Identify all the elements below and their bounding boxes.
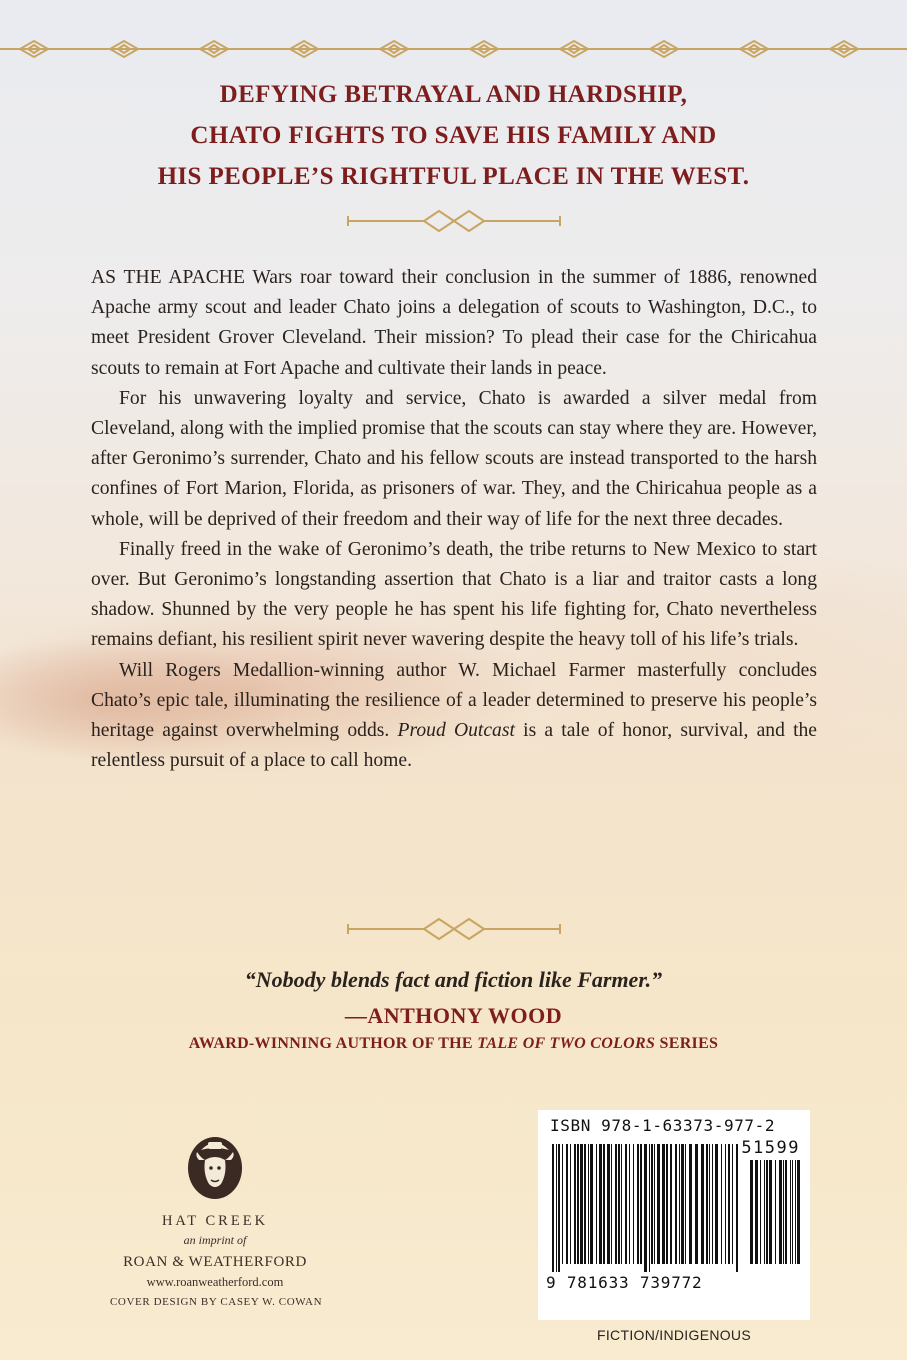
isbn-number: ISBN 978-1-63373-977-2: [550, 1116, 776, 1135]
barcode-bar: [615, 1144, 617, 1264]
barcode-bar: [755, 1160, 758, 1264]
blurb-p4-start: Will Rogers Medallion-winning author W. Michael Farmer masterfully concludes Chato’s epic tale, illuminating the resilience of a leader determined to preserve his people’s heritage against overwhelming odds.: [91, 659, 817, 742]
barcode-bar: [651, 1144, 653, 1264]
barcode-bar: [701, 1144, 704, 1264]
barcode-bar: [766, 1160, 768, 1264]
decorative-border-top: [0, 38, 907, 60]
ean-barcode-bars: [552, 1144, 742, 1272]
hat-creek-bison-logo: [187, 1130, 243, 1200]
barcode-bar: [675, 1144, 677, 1264]
blurb-paragraph-3: Finally freed in the wake of Geronimo’s death, the tribe returns to New Mexico to start over. But Geronimo’s longstanding assertion that Chato is a liar and traitor casts a long shadow. Shunned by the very people he has spent his life fighting for, Chato nevertheless remains defiant, his resilient spirit never wavering despite the heavy toll of his life’s trials.: [91, 538, 817, 651]
price-code: 51599: [741, 1138, 800, 1158]
barcode-bar: [621, 1144, 622, 1264]
genre-category: FICTION/INDIGENOUS: [597, 1327, 751, 1343]
credit-start: AWARD-WINNING AUTHOR OF THE: [188, 1035, 478, 1052]
barcode-bar: [712, 1144, 713, 1264]
barcode-bar: [750, 1160, 753, 1264]
book-title: Proud Outcast: [397, 720, 515, 742]
headline-line-1: DEFYING BETRAYAL AND HARDSHIP,: [219, 81, 688, 108]
barcode-bar: [640, 1144, 642, 1264]
endorsement-credit: [0, 1035, 907, 1053]
barcode-bar: [725, 1144, 726, 1264]
barcode-bar: [666, 1144, 668, 1264]
publisher-block: [110, 1130, 323, 1308]
credit-end: SERIES: [655, 1035, 719, 1052]
barcode-bar: [706, 1144, 708, 1264]
barcode-bar: [644, 1144, 647, 1272]
barcode-bar: [618, 1144, 620, 1264]
blurb-p4-end: is a tale of honor, survival, and the relentless pursuit of a place to call home.: [91, 720, 818, 772]
barcode-bar: [566, 1144, 568, 1264]
barcode-bar: [558, 1144, 560, 1272]
barcode-bar: [562, 1144, 563, 1264]
barcode-bar: [633, 1144, 634, 1264]
barcode-bar: [603, 1144, 605, 1264]
barcode-bar: [732, 1144, 733, 1264]
blurb-paragraph-4: [91, 656, 817, 777]
barcode-bar: [590, 1144, 593, 1264]
barcode-bar: [695, 1144, 698, 1264]
blurb-paragraph-1: AS THE APACHE Wars roar toward their conclusion in the summer of 1886, renowned Apache army scout and leader Chato joins a delegation of scouts to Washington, D.C., to meet President Grover Cleveland. Their mission? To plead their case for the Chiricahua scouts to remain at Fort Apache and cultivate their lands in peace.: [91, 267, 817, 379]
barcode-bar: [657, 1144, 660, 1264]
cover-design-credit: COVER DESIGN BY CASEY W. COWAN: [110, 1296, 323, 1308]
barcode-bar: [649, 1144, 650, 1272]
barcode-bar: [790, 1160, 791, 1264]
barcode-bar: [588, 1144, 589, 1264]
barcode-bar: [577, 1144, 579, 1264]
barcode-bar: [662, 1144, 665, 1264]
barcode-bar: [629, 1144, 630, 1264]
barcode-bar: [607, 1144, 610, 1264]
barcode-bar: [580, 1144, 583, 1264]
barcode-bar: [736, 1144, 738, 1272]
barcode-bar: [760, 1160, 761, 1264]
barcode-bar: [715, 1144, 718, 1264]
barcode-bar: [625, 1144, 627, 1264]
endorsement-quote: “Nobody blends fact and fiction like Farmer.”: [244, 967, 663, 992]
barcode-bar: [584, 1144, 586, 1264]
publisher-parent: ROAN & WEATHERFORD: [123, 1254, 307, 1270]
barcode-bar: [779, 1160, 782, 1264]
barcode-bar: [689, 1144, 692, 1264]
barcode-bar: [709, 1144, 710, 1264]
barcode-bar: [552, 1144, 554, 1272]
publisher-imprint: an imprint of: [183, 1233, 247, 1247]
barcode-bar: [797, 1160, 800, 1264]
addon-barcode-bars: [750, 1160, 800, 1272]
barcode-bar: [599, 1144, 602, 1264]
isbn-barcode: [538, 1110, 810, 1320]
headline-line-2: CHATO FIGHTS TO SAVE HIS FAMILY AND: [190, 122, 717, 149]
barcode-bar: [670, 1144, 672, 1264]
barcode-bar: [721, 1144, 722, 1264]
endorsement: [0, 967, 907, 1053]
ean-digits: 9 781633 739772: [546, 1273, 703, 1292]
publisher-name: HAT CREEK: [161, 1213, 269, 1229]
barcode-bar: [596, 1144, 597, 1264]
ornament-divider-bottom: [344, 916, 564, 942]
barcode-bar: [681, 1144, 684, 1264]
barcode-bar: [679, 1144, 680, 1264]
blurb-paragraph-2: For his unwavering loyalty and service, Chato is awarded a silver medal from Cleveland, along with the implied promise that the scouts can stay where they are. However, after Geronimo’s surrender, Chato and his fellow scouts are instead transported to the harsh confines of Fort Marion, Florida, as prisoners of war. They, and the Chiricahua people as a whole, will be deprived of their freedom and their way of life for the next three decades.: [91, 387, 817, 530]
barcode-bar: [783, 1160, 784, 1264]
barcode-bar: [764, 1160, 765, 1264]
blurb: [91, 263, 817, 776]
barcode-bar: [785, 1160, 787, 1264]
barcode-bar: [574, 1144, 576, 1264]
barcode-bar: [654, 1144, 655, 1264]
endorsement-author: —ANTHONY WOOD: [344, 1003, 563, 1028]
barcode-bar: [795, 1160, 796, 1264]
barcode-bar: [728, 1144, 730, 1264]
barcode-bar: [570, 1144, 571, 1264]
publisher-url: www.roanweatherford.com: [146, 1275, 284, 1289]
credit-series: TALE OF TWO COLORS: [477, 1035, 656, 1052]
barcode-bar: [637, 1144, 639, 1264]
barcode-bar: [775, 1160, 776, 1264]
barcode-bar: [556, 1144, 557, 1272]
barcode-bar: [611, 1144, 612, 1264]
ornament-divider-top: [344, 208, 564, 234]
barcode-bar: [685, 1144, 686, 1264]
headline: [0, 74, 907, 197]
barcode-bar: [792, 1160, 793, 1264]
barcode-bar: [769, 1160, 772, 1264]
headline-line-3: HIS PEOPLE’S RIGHTFUL PLACE IN THE WEST.: [157, 163, 750, 190]
